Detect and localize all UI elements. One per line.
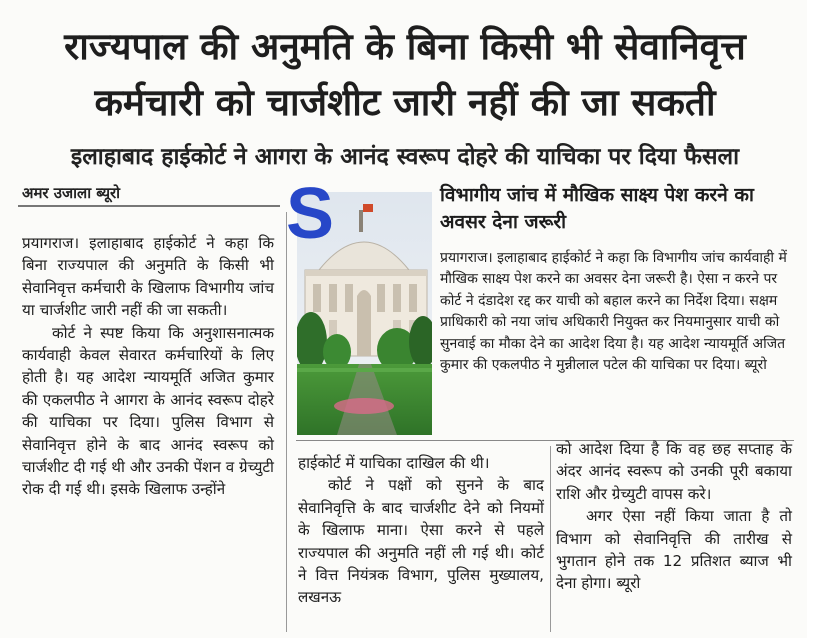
main-story-col3-para-2: अगर ऐसा नहीं किया जाता है तो विभाग को सेवानिवृत्ति की तारीख से भुगतान होने तक 12 प्रतिशत ब्याज भी देना होगा। ब्यूरो (556, 507, 792, 593)
byline: अमर उजाला ब्यूरो (22, 184, 121, 202)
side-story-text: प्रयागराज। इलाहाबाद हाईकोर्ट ने कहा कि विभागीय जांच कार्यवाही में मौखिक साक्ष्य पेश करने का अवसर देना जरूरी है। ऐसा न करने पर कोर्ट ने दंडादेश रद्द कर याची को बहाल करने का निर्देश दिया। सक्षम प्राधिकारी को नया जांच अधिकारी नियुक्त कर नियमानुसार याची को सुनवाई का मौका देने का आदेश दिया है। यह आदेश न्यायमूर्ति अजित कुमार की एकलपीठ ने मुन्नीलाल पटेल की याचिका पर दिया। ब्यूरो (440, 250, 787, 374)
s-logo-letter: S (285, 176, 335, 250)
side-story-body (440, 248, 792, 376)
main-story-para-1: प्रयागराज। इलाहाबाद हाईकोर्ट ने कहा कि बिना राज्यपाल की अनुमति के किसी भी सेवानिवृत्त कर्मचारी के खिलाफ विभागीय जांच या चार्जशीट जारी नहीं की जा सकती। (22, 234, 274, 320)
s-logo-icon (280, 176, 340, 250)
column-divider-1 (286, 212, 287, 632)
watermark-s-logo (280, 176, 340, 250)
side-story-title: विभागीय जांच में मौखिक साक्ष्य पेश करने का अवसर देना जरूरी (440, 184, 754, 233)
main-story-column-3 (556, 438, 792, 595)
main-story-col2-para-2: कोर्ट ने पक्षों को सुनने के बाद सेवानिवृत्ति के बाद चार्जशीट देने को नियमों के खिलाफ माना। ऐसा करने से पहले राज्यपाल की अनुमति नहीं ली गई थी। कोर्ट ने वित्त नियंत्रक विभाग, पुलिस मुख्यालय, लखनऊ (298, 476, 544, 607)
subheadline: इलाहाबाद हाईकोर्ट ने आगरा के आनंद स्वरूप दोहरे की याचिका पर दिया फैसला (70, 144, 740, 170)
headline-line-1: राज्यपाल की अनुमति के बिना किसी भी सेवानिवृत्त (64, 25, 746, 68)
column-divider-2 (550, 446, 551, 632)
main-story-para-2: कोर्ट ने स्पष्ट किया कि अनुशासनात्मक कार्यवाही केवल सेवारत कर्मचारियों के लिए होती है। यह आदेश न्यायमूर्ति अजित कुमार की एकलपीठ ने आगरा के आनंद स्वरूप दोहरे की याचिका पर दिया। पुलिस विभाग से सेवानिवृत्त होने के बाद आनंद स्वरूप को चार्जशीट दी गई थी और उनकी पेंशन व ग्रेच्युटी रोक दी गई थी। इसके खिलाफ उन्होंने (22, 323, 274, 499)
main-story-column-2 (298, 452, 544, 609)
main-story-column-1 (22, 232, 274, 501)
main-story-col3-para-1: को आदेश दिया है कि वह छह सप्ताह के अंदर आनंद स्वरूप को उनकी पूरी बकाया राशि और ग्रेच्युटी वापस करे। (556, 440, 792, 503)
main-story-col2-para-1: हाईकोर्ट में याचिका दाखिल की थी। (298, 454, 490, 472)
page-edge (807, 0, 825, 638)
headline-line-2: कर्मचारी को चार्जशीट जारी नहीं की जा सकती (94, 81, 716, 124)
byline-rule (18, 205, 280, 207)
